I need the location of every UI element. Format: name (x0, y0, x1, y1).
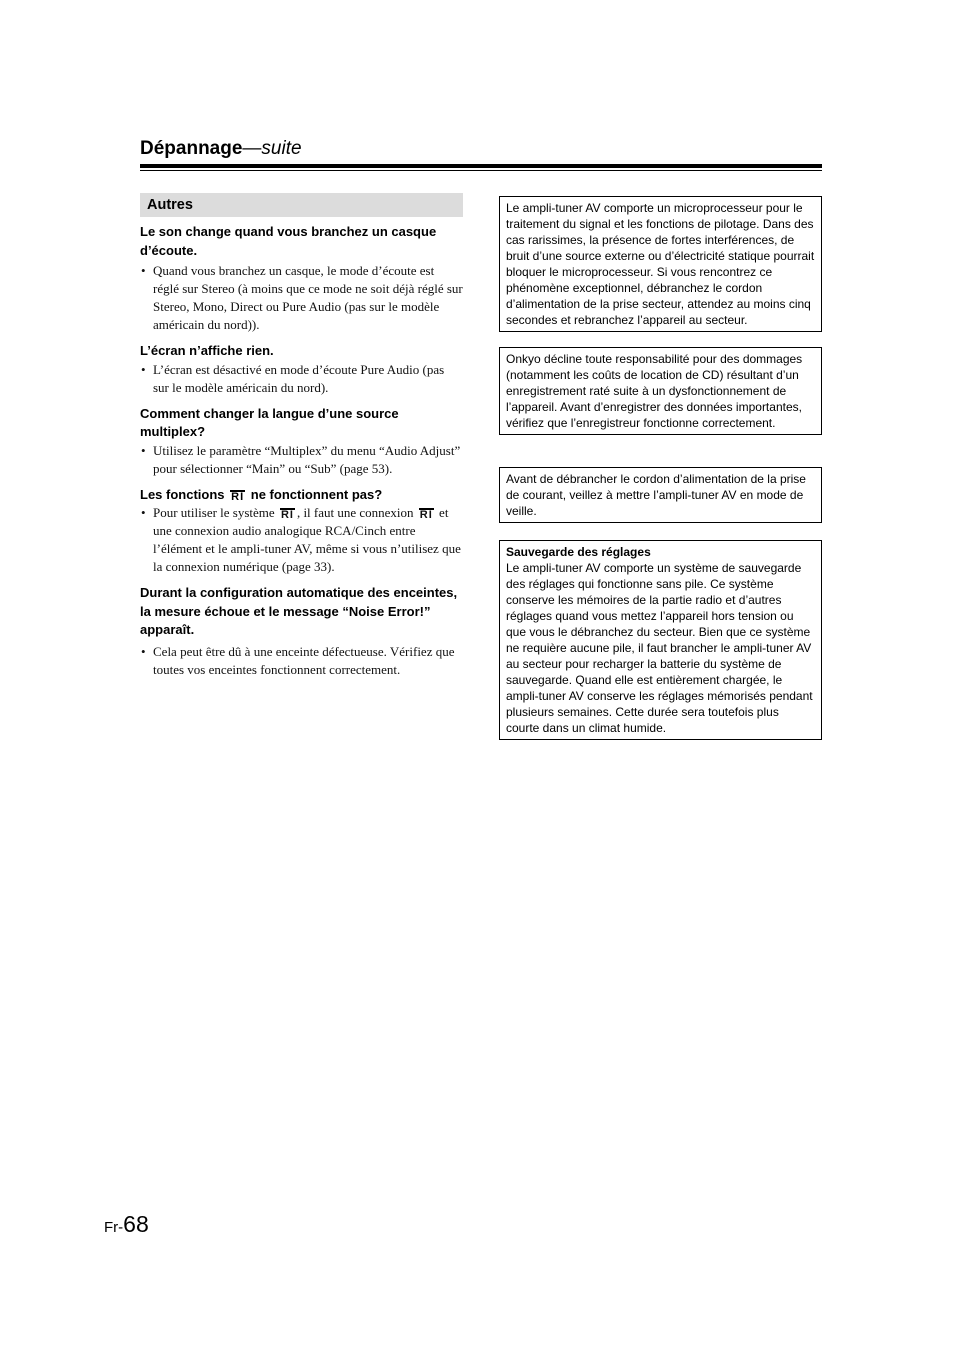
page-title-suite: suite (261, 138, 302, 159)
question-ri-part1: Les fonctions (140, 486, 225, 502)
question-multiplex: Comment changer la langue d’une source multiplex? (140, 405, 399, 439)
question-ri (140, 486, 463, 505)
answer-ri-part3: et une connexion audio analogique RCA/Cinch entre l’élément et le ampli-tuner AV, même si vous n’utilisez que la connexion numérique (page 33). (153, 505, 461, 574)
answer-ri-part2: , il faut une connexion (296, 505, 414, 520)
note-standby: Avant de débrancher le cordon d’alimentation de la prise de courant, veillez à mettre l’ampli-tuner AV en mode de veille. (499, 467, 822, 523)
note-microprocessor: Le ampli-tuner AV comporte un microprocesseur pour le traitement du signal et les fonctions de pilotage. Dans des cas rarissimes, la présence de fortes interférences, de bruit d’une source externe ou d’électricité statique pourrait bloquer le microprocesseur. Si vous rencontrez ce phénomène exceptionnel, débranchez le cordon d’alimentation de la prise secteur, attendez au moins cinq secondes et rebranchez l’appareil au secteur. (499, 196, 822, 332)
page-number (104, 1211, 149, 1238)
note-backup-title: Sauvegarde des réglages (506, 545, 651, 559)
page-title-dash: — (242, 138, 262, 159)
ri-icon: RI (231, 490, 245, 503)
page-number-prefix: Fr- (104, 1219, 124, 1236)
section-heading: Autres (140, 193, 463, 217)
note-backup (499, 540, 822, 740)
note-disclaimer: Onkyo décline toute responsabilité pour des dommages (notamment les coûts de location de CD) résultant d’un enregistrement raté suite à un dysfonctionnement de l’appareil. Avant d’enregistrer des données importantes, vérifiez que l’enregistreur fonctionne correctement. (499, 347, 822, 435)
page-number-value: 68 (123, 1211, 149, 1237)
question-display: L’écran n’affiche rien. (140, 343, 274, 358)
answer-ri-part1: Pour utiliser le système (153, 505, 275, 520)
answer-display: • L’écran est désactivé en mode d’écoute Pure Audio (pas sur le modèle américain du nord). (140, 361, 463, 397)
question-headphones: Le son change quand vous branchez un casque d’écoute. (140, 224, 437, 258)
page-title-main: Dépannage (140, 138, 243, 159)
answer-noise-error: • Cela peut être dû à une enceinte défectueuse. Vérifiez que toutes vos enceintes fonctionnent correctement. (140, 643, 463, 679)
header-rule-thick (140, 164, 822, 168)
page-title (140, 138, 302, 160)
header-rule-thin (140, 170, 822, 171)
note-backup-text: Le ampli-tuner AV comporte un système de sauvegarde des réglages qui fonctionne sans pile. Ce système conserve les mémoires de la partie radio et d’autres réglages quand vous mettez l’appareil hors tension ou que vous le débranchez du secteur. Bien que ce système ne requière aucune pile, il faut brancher le ampli-tuner AV au secteur pour recharger la batterie du système de sauvegarde. Quand elle est entièrement chargée, le ampli-tuner AV conserve les réglages mémorisés pendant plusieurs semaines. Cette durée sera toutefois plus courte dans un climat humide. (506, 561, 813, 735)
ri-icon: RI (419, 509, 433, 521)
answer-ri (140, 504, 463, 576)
answer-headphones: • Quand vous branchez un casque, le mode d’écoute est réglé sur Stereo (à moins que ce mode ne soit déjà réglé sur Stereo, Mono, Direct ou Pure Audio (pas sur le modèle américain du nord)). (140, 262, 463, 334)
answer-multiplex: • Utilisez le paramètre “Multiplex” du menu “Audio Adjust” pour sélectionner “Main” ou “Sub” (page 53). (140, 442, 463, 478)
question-ri-part2: ne fonctionnent pas? (250, 486, 383, 502)
troubleshooting-column (140, 193, 463, 679)
ri-icon: RI (280, 509, 294, 521)
question-noise-error: Durant la configuration automatique des enceintes, la mesure échoue et le message “Noise Error!” apparaît. (140, 585, 458, 637)
